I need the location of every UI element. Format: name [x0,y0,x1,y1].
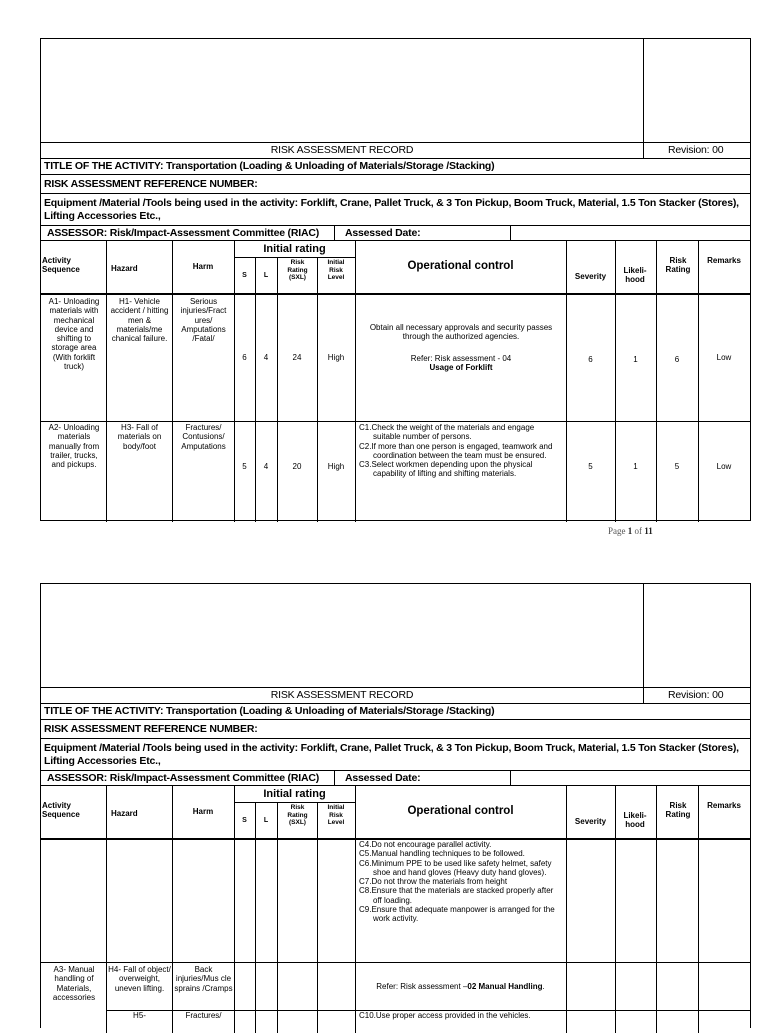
table-header [41,785,750,838]
assessor-label: ASSESSOR: Risk/Impact-Assessment Committee (RIAC) [47,772,320,784]
logo-area-left [41,584,644,688]
initial-risk-level-cell: High [327,353,345,362]
equipment-text: Equipment /Material /Tools being used in the activity: Forklift, Crane, Pallet Truck, & 3 Ton Pickup, Boom Truck, Material, 1.5 Ton Stacker (Stores), Lifting Accessories Etc., [44,197,739,222]
col-harm: Harm [192,807,214,816]
col-s: S [242,272,247,279]
col-s: S [242,817,247,824]
hazard-cell: H4- Fall of object/ overweight, uneven lifting. [108,965,171,993]
col-initial-risk-level: Initial Risk Level [327,804,345,826]
risk-rating-cell: 6 [674,355,680,364]
severity-cell: 6 [588,355,593,364]
col-harm: Harm [192,262,214,271]
table-header [41,240,750,293]
record-title: RISK ASSESSMENT RECORD [270,144,414,156]
control-item: C2.If more than one person is engaged, teamwork and coordination between the team must be ensured. [359,441,553,460]
initial-risk-level-cell: High [327,462,345,471]
likelihood-cell: 1 [633,355,638,364]
col-remarks: Remarks [707,256,741,265]
hazard-cell: H3- Fall of materials on body/foot [117,423,162,451]
col-remarks: Remarks [707,801,741,810]
col-risk-rating-sxl: Risk Rating (SXL) [287,804,308,826]
assessor-label: ASSESSOR: Risk/Impact-Assessment Committee (RIAC) [47,227,320,239]
col-severity: Severity [574,817,607,826]
harm-cell: Serious injuries/Fract ures/ Amputations /Fatal/ [180,297,227,344]
activity-title-row [41,158,750,174]
activity-title: TITLE OF THE ACTIVITY: Transportation (Loading & Unloading of Materials/Storage /Stacking) [44,160,495,172]
risk-rating-cell: 5 [674,462,680,471]
col-activity: Activity Sequence [42,801,80,819]
control-item: C10.Use proper access provided in the vehicles. [359,1011,531,1020]
col-l: L [263,272,269,279]
control-ref: Refer: Risk assessment - 04 [410,353,512,363]
l-cell: 4 [263,353,269,362]
page-of: of [634,526,642,536]
equipment-text: Equipment /Material /Tools being used in the activity: Forklift, Crane, Pallet Truck, & 3 Ton Pickup, Boom Truck, Material, 1.5 Ton Stacker (Stores), Lifting Accessories Etc., [44,742,739,767]
record-title-row [41,142,750,158]
control-ref-end: . [542,982,545,991]
reference-row [41,174,750,193]
control-item: C4.Do not encourage parallel activity. [359,840,492,849]
col-activity: Activity Sequence [42,256,80,274]
control-item: C6.Minimum PPE to be used like safety helmet, safety shoe and hand gloves (Heavy duty hand gloves). [359,858,552,877]
control-ref: Refer: Risk assessment – [376,982,468,991]
col-initial-rating: Initial rating [263,243,326,255]
table-row [41,421,750,521]
table-row [41,838,750,962]
col-risk-rating: Risk Rating [665,256,691,274]
control-item: C3.Select workmen depending upon the physical capability of lifting and shifting materials. [359,460,533,479]
operational-control-cell [355,982,566,991]
record-title: RISK ASSESSMENT RECORD [270,689,414,701]
operational-control-cell [359,423,563,479]
page-num: 1 [627,526,633,536]
control-ref-title: Usage of Forklift [429,362,493,372]
logo-area-left [41,39,644,143]
col-hazard: Hazard [111,809,138,818]
col-likelihood: Likeli-hood [623,266,647,284]
assessor-row [41,225,750,240]
col-operational-control: Operational control [407,805,514,817]
remarks-cell: Low [716,353,732,362]
col-risk-rating-sxl: Risk Rating (SXL) [287,259,308,281]
control-item: C9.Ensure that adequate manpower is arranged for the work activity. [359,905,555,924]
l-cell: 4 [263,462,269,471]
severity-cell: 5 [588,462,593,471]
remarks-cell: Low [716,462,732,471]
likelihood-cell: 1 [633,462,638,471]
col-initial-risk-level: Initial Risk Level [327,259,345,281]
control-item: C8.Ensure that the materials are stacked properly after off loading. [359,886,554,905]
col-likelihood: Likeli-hood [623,811,647,829]
table-row [41,293,750,421]
control-item: C5.Manual handling techniques to be followed. [359,849,525,859]
operational-control-cell [363,323,559,372]
col-initial-rating: Initial rating [263,788,326,800]
col-risk-rating: Risk Rating [665,801,691,819]
harm-cell: Fractures/ [185,1011,222,1020]
record-title-row [41,687,750,703]
page-1-frame [40,38,751,521]
reference-number-label: RISK ASSESSMENT REFERENCE NUMBER: [44,723,258,735]
reference-row [41,719,750,738]
reference-number-label: RISK ASSESSMENT REFERENCE NUMBER: [44,178,258,190]
assessed-date-label: Assessed Date: [345,772,421,784]
hazard-cell: H5- [133,1011,146,1020]
page-number [608,526,653,536]
assessed-date-label: Assessed Date: [345,227,421,239]
col-operational-control: Operational control [407,260,514,272]
hazard-cell: H1- Vehicle accident / hitting men & materials/me chanical failure. [110,297,169,344]
equipment-row [41,738,750,770]
revision-label: Revision: 00 [668,689,724,701]
risk-rating-sxl-cell: 20 [292,462,302,471]
col-severity: Severity [574,272,607,281]
control-text: Obtain all necessary approvals and security passes through the authorized agencies. [369,323,553,342]
s-cell: 5 [242,462,247,471]
revision-label: Revision: 00 [668,144,724,156]
col-hazard: Hazard [111,264,138,273]
control-ref-title: 02 Manual Handling [467,982,543,991]
harm-cell: Fractures/ Contusions/ Amputations [181,423,226,451]
activity-cell: A1- Unloading materials with mechanical device and shifting to storage area (With forklift truck) [48,297,100,372]
equipment-row [41,193,750,225]
s-cell: 6 [242,353,247,362]
control-item: C1.Check the weight of the materials and engage suitable number of persons. [359,423,535,442]
assessor-row [41,770,750,785]
table-row [41,962,750,1032]
col-l: L [263,817,269,824]
harm-cell: Back injuries/Mus cle sprains /Cramps [174,965,233,993]
activity-cell: A3- Manual handling of Materials, accessories [52,965,96,1002]
page-total: 11 [644,526,653,536]
control-item: C7.Do not throw the materials from height [359,877,508,887]
risk-rating-sxl-cell: 24 [292,353,302,362]
page-label: Page [608,526,626,536]
activity-title-row [41,703,750,719]
activity-cell: A2- Unloading materials manually from trailer, trucks, and pickups. [48,423,100,470]
activity-title: TITLE OF THE ACTIVITY: Transportation (Loading & Unloading of Materials/Storage /Stacking) [44,705,495,717]
page-2-frame [40,583,751,1028]
operational-control-cell [359,840,563,924]
